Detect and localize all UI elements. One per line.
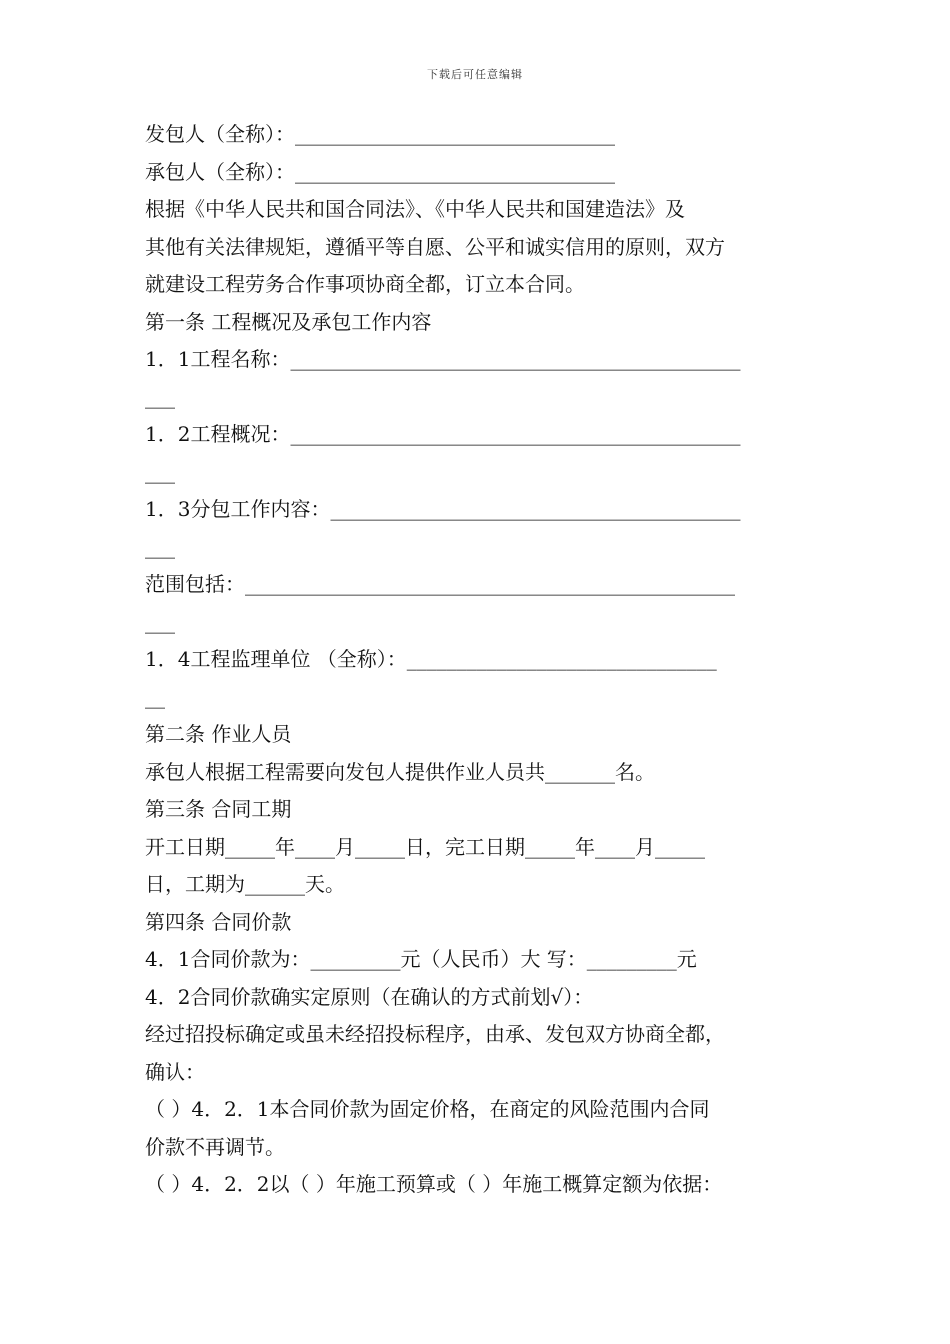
- project-name-cont: ___: [145, 384, 175, 409]
- scope-includes-line: 范围包括：_________________________________________________: [145, 572, 735, 596]
- option-1-line-1: （ ）4．2．1本合同价款为固定价格，在商定的风险范围内合同: [145, 1097, 710, 1121]
- project-overview-line: 1．2工程概况：_____________________________________________: [145, 422, 741, 446]
- project-overview-cont: ___: [145, 459, 175, 484]
- duration-line: 日，工期为______天。: [145, 872, 345, 896]
- employer-line: 发包人（全称）：________________________________: [145, 122, 615, 146]
- article-1-heading: 第一条 工程概况及承包工作内容: [145, 309, 432, 334]
- subcontract-scope-line: 1．3分包工作内容：_________________________________________: [145, 497, 741, 521]
- price-principle-line: 4．2合同价款确实定原则（在确认的方式前划√）：: [145, 984, 594, 1009]
- tender-line-1: 经过招投标确定或虽未经招投标程序，由承、发包双方协商全都，: [145, 1022, 725, 1046]
- preamble-line-1: 根据《中华人民共和国合同法》、《中华人民共和国建造法》及: [145, 197, 685, 221]
- project-name-line: 1．1工程名称：_____________________________________________: [145, 347, 741, 371]
- price-line: 4．1合同价款为：_________元（人民币）大 写：_________元: [145, 947, 697, 971]
- supervisor-line: 1．4工程监理单位 （全称）：_______________________________: [145, 647, 717, 671]
- workers-line: 承包人根据工程需要向发包人提供作业人员共_______名。: [145, 759, 655, 784]
- tender-line-2: 确认：: [145, 1059, 205, 1084]
- dates-line: 开工日期_____年____月_____日，完工日期_____年____月_____: [145, 834, 705, 859]
- article-3-heading: 第三条 合同工期: [145, 797, 292, 821]
- supervisor-cont: __: [145, 684, 165, 709]
- subcontract-scope-cont: ___: [145, 534, 175, 559]
- article-4-heading: 第四条 合同价款: [145, 909, 292, 934]
- contract-body: [145, 116, 810, 1204]
- option-1-line-2: 价款不再调节。: [145, 1134, 285, 1159]
- preamble-line-2: 其他有关法律规矩，遵循平等自愿、公平和诚实信用的原则，双方: [145, 234, 725, 259]
- page-header-note: 下载后可任意编辑: [427, 68, 523, 81]
- option-2-line: （ ）4．2．2以（ ）年施工预算或（ ）年施工概算定额为依据：: [145, 1172, 723, 1196]
- contractor-line: 承包人（全称）：________________________________: [145, 159, 615, 184]
- scope-includes-cont: ___: [145, 609, 175, 634]
- article-2-heading: 第二条 作业人员: [145, 722, 292, 746]
- preamble-line-3: 就建设工程劳务合作事项协商全都，订立本合同。: [145, 272, 585, 296]
